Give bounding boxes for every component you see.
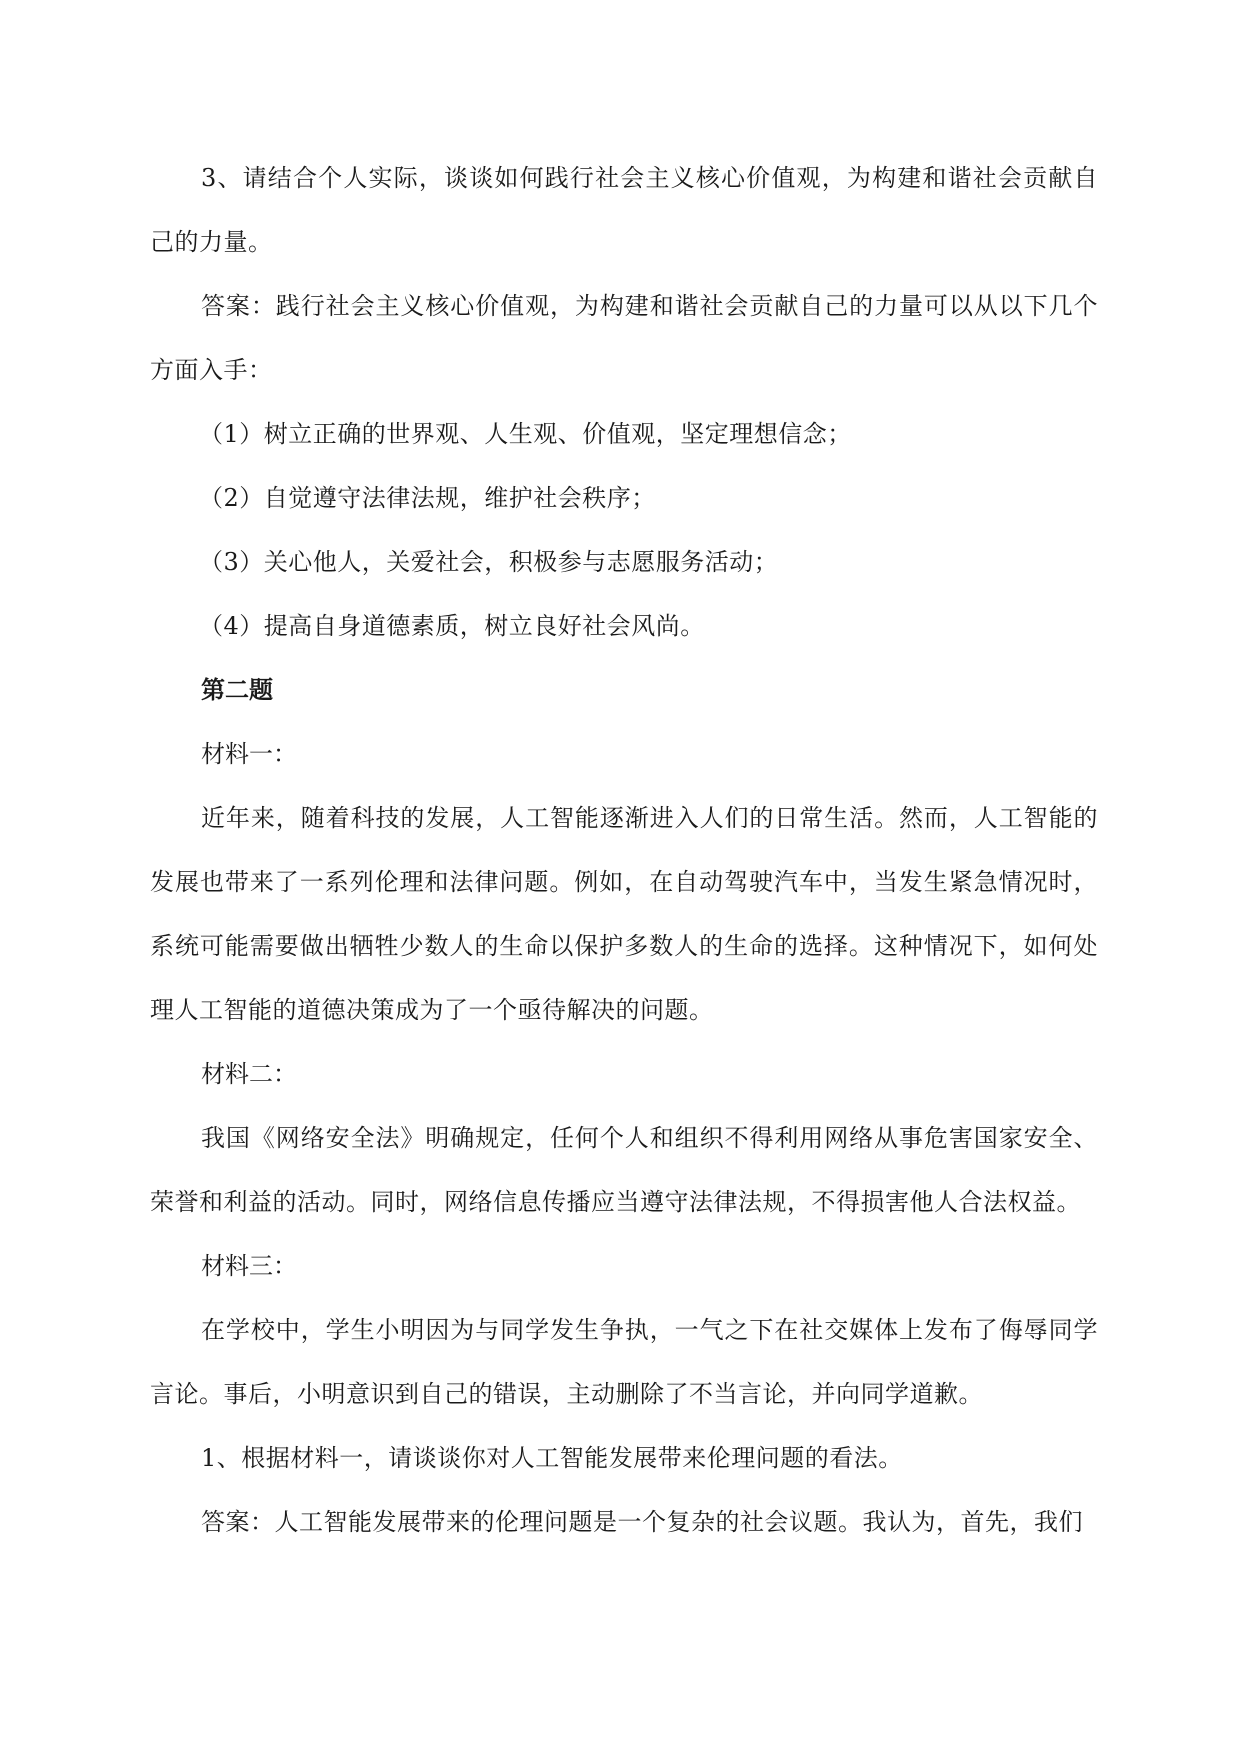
answer-3-item-1: （1）树立正确的世界观、人生观、价值观，坚定理想信念；	[199, 420, 852, 448]
material-1-text: 近年来，随着科技的发展，人工智能逐渐进入人们的日常生活。然而，人工智能的发展也带来了一系列伦理和法律问题。例如，在自动驾驶汽车中，当发生紧急情况时，系统可能需要做出牺牲少数人的生命以保护多数人的生命的选择。这种情况下，如何处理人工智能的道德决策成为了一个亟待解决的问题。	[150, 804, 1098, 1024]
answer-3-item-4: （4）提高自身道德素质，树立良好社会风尚。	[199, 612, 705, 640]
question-1: 1、根据材料一，请谈谈你对人工智能发展带来伦理问题的看法。	[201, 1444, 903, 1472]
section-heading: 第二题	[201, 675, 273, 704]
material-1-label: 材料一：	[201, 740, 297, 768]
answer-3-item-2: （2）自觉遵守法律法规，维护社会秩序；	[199, 484, 656, 512]
question-3: 3、请结合个人实际，谈谈如何践行社会主义核心价值观，为构建和谐社会贡献自己的力量。	[150, 164, 1098, 256]
answer-1: 答案：人工智能发展带来的伦理问题是一个复杂的社会议题。我认为，首先，我们	[201, 1508, 1083, 1536]
answer-3-item-3: （3）关心他人，关爱社会，积极参与志愿服务活动；	[199, 548, 779, 576]
material-3-text: 在学校中，学生小明因为与同学发生争执，一气之下在社交媒体上发布了侮辱同学言论。事后，小明意识到自己的错误，主动删除了不当言论，并向同学道歉。	[150, 1316, 1098, 1408]
answer-3-intro: 答案：践行社会主义核心价值观，为构建和谐社会贡献自己的力量可以从以下几个方面入手：	[150, 292, 1098, 384]
material-2-text: 我国《网络安全法》明确规定，任何个人和组织不得利用网络从事危害国家安全、荣誉和利益的活动。同时，网络信息传播应当遵守法律法规，不得损害他人合法权益。	[150, 1124, 1098, 1216]
document-page	[150, 146, 1098, 1554]
material-2-label: 材料二：	[201, 1060, 297, 1088]
material-3-label: 材料三：	[201, 1252, 297, 1280]
